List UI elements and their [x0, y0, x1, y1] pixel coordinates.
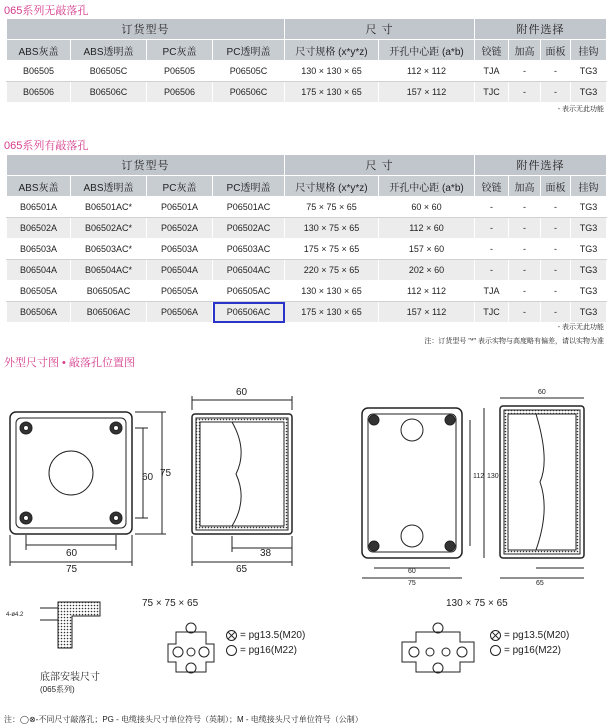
table-cell: B06501A	[7, 197, 71, 218]
table-cell: 112 × 112	[379, 61, 475, 82]
table-cell: P06506C	[213, 82, 285, 103]
table-cell: B06503A	[7, 239, 71, 260]
front-view-large	[362, 408, 484, 578]
table-cell: P06504AC	[213, 260, 285, 281]
size-label-small: 75 × 75 × 65	[142, 598, 199, 609]
table-cell: 175 × 130 × 65	[285, 302, 379, 323]
header-size: 尺 寸	[285, 19, 475, 40]
header-accessory: 附件选择	[475, 155, 607, 176]
table-cell: B06506AC	[71, 302, 147, 323]
column-header: 面板	[541, 176, 571, 197]
table-cell: 175 × 75 × 65	[285, 239, 379, 260]
r-dim-75: 75	[408, 580, 416, 587]
section-title-drawings: 外型尺寸图 • 敲落孔位置图	[4, 357, 135, 369]
table-cell: P06504A	[147, 260, 213, 281]
table-cell: -	[475, 260, 509, 281]
dim-60-top: 60	[236, 387, 248, 398]
table-cell: 202 × 60	[379, 260, 475, 281]
section-title-with-knockout: 065系列有敲落孔	[4, 140, 89, 152]
knockout-cross-icon	[490, 630, 501, 641]
knockout-layout-large	[402, 623, 474, 673]
column-header: PC灰盖	[147, 176, 213, 197]
table-cell: P06503AC	[213, 239, 285, 260]
table-cell: -	[509, 239, 541, 260]
column-header: PC透明盖	[213, 40, 285, 61]
table-cell: P06501AC	[213, 197, 285, 218]
table-cell: P06505AC	[213, 281, 285, 302]
table-cell: -	[475, 239, 509, 260]
table-cell: P06503A	[147, 239, 213, 260]
table-cell: P06506A	[147, 302, 213, 323]
table-cell: -	[541, 218, 571, 239]
table-cell: -	[475, 218, 509, 239]
table-cell: P06506	[147, 82, 213, 103]
table-cell: P06501A	[147, 197, 213, 218]
dim-75-bottom: 75	[66, 564, 78, 575]
side-view-small	[192, 396, 292, 566]
table-cell: B06506C	[71, 82, 147, 103]
table-cell: TG3	[571, 239, 607, 260]
table-cell: TG3	[571, 218, 607, 239]
knockout-circle-icon	[226, 645, 237, 656]
table-cell: -	[541, 302, 571, 323]
note-order-deviation: 注：订货型号 "*" 表示实物与高度略有偏差，请以实物为准	[424, 338, 604, 345]
table-row	[7, 281, 607, 302]
header-accessory: 附件选择	[475, 19, 607, 40]
bottom-mount-label: 底部安装尺寸	[40, 672, 100, 683]
column-header: 面板	[541, 40, 571, 61]
column-header: ABS透明盖	[71, 40, 147, 61]
spec-table-no-knockout	[6, 18, 607, 103]
side-view-large	[500, 398, 584, 578]
table-row	[7, 197, 607, 218]
table-cell: P06505A	[147, 281, 213, 302]
table-cell: P06502AC	[213, 218, 285, 239]
table-cell: -	[509, 61, 541, 82]
table-cell: P06505	[147, 61, 213, 82]
table-cell: -	[541, 281, 571, 302]
table-cell: TG3	[571, 61, 607, 82]
table-cell: -	[509, 82, 541, 103]
table-cell: B06504A	[7, 260, 71, 281]
footer-note: 注：◯⊗-不同尺寸敲落孔；PG - 电缆接头尺寸单位符号（英制）；M - 电缆接头尺寸单位符号（公制）	[4, 715, 363, 724]
header-order: 订货型号	[7, 155, 285, 176]
bottom-mount-series: (065系列)	[40, 685, 75, 694]
table-cell: B06506	[7, 82, 71, 103]
column-header: 加高	[509, 40, 541, 61]
column-header: 开孔中心距 (a*b)	[379, 176, 475, 197]
column-header: ABS灰盖	[7, 40, 71, 61]
header-size: 尺 寸	[285, 155, 475, 176]
table-cell: B06502AC*	[71, 218, 147, 239]
table-cell: TJC	[475, 302, 509, 323]
table-cell: P06502A	[147, 218, 213, 239]
column-header: 挂钩	[571, 40, 607, 61]
table-cell: -	[509, 302, 541, 323]
dim-60-bottom: 60	[66, 548, 78, 559]
selected-cell[interactable]: P06506AC	[213, 302, 285, 323]
column-header: 铰链	[475, 176, 509, 197]
note-no-function-2: - 表示无此功能	[557, 324, 604, 331]
knockout-layout-small	[168, 623, 214, 673]
dim-60-side: 60	[142, 472, 154, 483]
dimension-drawings	[0, 370, 612, 710]
table-row	[7, 239, 607, 260]
r-dim-60: 60	[408, 568, 416, 575]
table-cell: 157 × 112	[379, 82, 475, 103]
table-cell: B06504AC*	[71, 260, 147, 281]
table-cell: TG3	[571, 302, 607, 323]
table-cell: -	[541, 61, 571, 82]
mount-detail	[40, 602, 100, 648]
column-header: PC灰盖	[147, 40, 213, 61]
table-cell: -	[475, 197, 509, 218]
table-row	[7, 61, 607, 82]
column-header: 加高	[509, 176, 541, 197]
table-cell: -	[509, 281, 541, 302]
r-dim-65: 65	[536, 580, 544, 587]
legend-small: = pg13.5(M20) = pg16(M22)	[226, 628, 305, 658]
legend-large: = pg13.5(M20) = pg16(M22)	[490, 628, 569, 658]
table-cell: 157 × 60	[379, 239, 475, 260]
table-cell: TG3	[571, 197, 607, 218]
table-cell: -	[541, 239, 571, 260]
table-cell: 220 × 75 × 65	[285, 260, 379, 281]
table-cell: TG3	[571, 281, 607, 302]
section-title-no-knockout: 065系列无敲落孔	[4, 5, 89, 17]
table-cell: TG3	[571, 82, 607, 103]
r-dim-112: 112	[473, 473, 485, 480]
column-header: 尺寸规格 (x*y*z)	[285, 176, 379, 197]
note-no-function: - 表示无此功能	[557, 106, 604, 113]
dim-65: 65	[236, 564, 248, 575]
table-cell: TJA	[475, 281, 509, 302]
table-cell: 60 × 60	[379, 197, 475, 218]
r-dim-60-top: 60	[538, 389, 546, 396]
column-header: 尺寸规格 (x*y*z)	[285, 40, 379, 61]
table-row	[7, 82, 607, 103]
table-cell: -	[509, 218, 541, 239]
column-header: PC透明盖	[213, 176, 285, 197]
table-cell: TJA	[475, 61, 509, 82]
table-cell: TG3	[571, 260, 607, 281]
table-row	[7, 218, 607, 239]
column-header: 挂钩	[571, 176, 607, 197]
table-cell: B06505AC	[71, 281, 147, 302]
knockout-circle-icon	[490, 645, 501, 656]
table-cell: P06505C	[213, 61, 285, 82]
table-cell: B06503AC*	[71, 239, 147, 260]
table-cell: B06505A	[7, 281, 71, 302]
table-cell: 130 × 130 × 65	[285, 281, 379, 302]
column-header: 铰链	[475, 40, 509, 61]
size-label-large: 130 × 75 × 65	[446, 598, 508, 609]
front-view-small	[10, 412, 166, 566]
table-cell: 75 × 75 × 65	[285, 197, 379, 218]
table-cell: B06506A	[7, 302, 71, 323]
header-order: 订货型号	[7, 19, 285, 40]
dim-38: 38	[260, 548, 272, 559]
table-cell: 157 × 112	[379, 302, 475, 323]
column-header: ABS灰盖	[7, 176, 71, 197]
table-cell: B06505C	[71, 61, 147, 82]
table-cell: B06501AC*	[71, 197, 147, 218]
column-header: 开孔中心距 (a*b)	[379, 40, 475, 61]
column-header: ABS透明盖	[71, 176, 147, 197]
table-cell: -	[509, 260, 541, 281]
table-cell: -	[541, 197, 571, 218]
table-cell: 112 × 112	[379, 281, 475, 302]
table-cell: B06505	[7, 61, 71, 82]
table-row	[7, 302, 607, 323]
table-cell: -	[509, 197, 541, 218]
table-cell: 175 × 130 × 65	[285, 82, 379, 103]
mount-hole-dim: 4-ø4.2	[6, 612, 24, 618]
dim-75-side: 75	[160, 468, 172, 479]
table-cell: 112 × 60	[379, 218, 475, 239]
table-cell: B06502A	[7, 218, 71, 239]
spec-table-with-knockout	[6, 154, 607, 323]
table-cell: TJC	[475, 82, 509, 103]
table-cell: 130 × 75 × 65	[285, 218, 379, 239]
knockout-cross-icon	[226, 630, 237, 641]
r-dim-130: 130	[487, 473, 499, 480]
table-cell: -	[541, 260, 571, 281]
table-row	[7, 260, 607, 281]
table-cell: 130 × 130 × 65	[285, 61, 379, 82]
table-cell: -	[541, 82, 571, 103]
